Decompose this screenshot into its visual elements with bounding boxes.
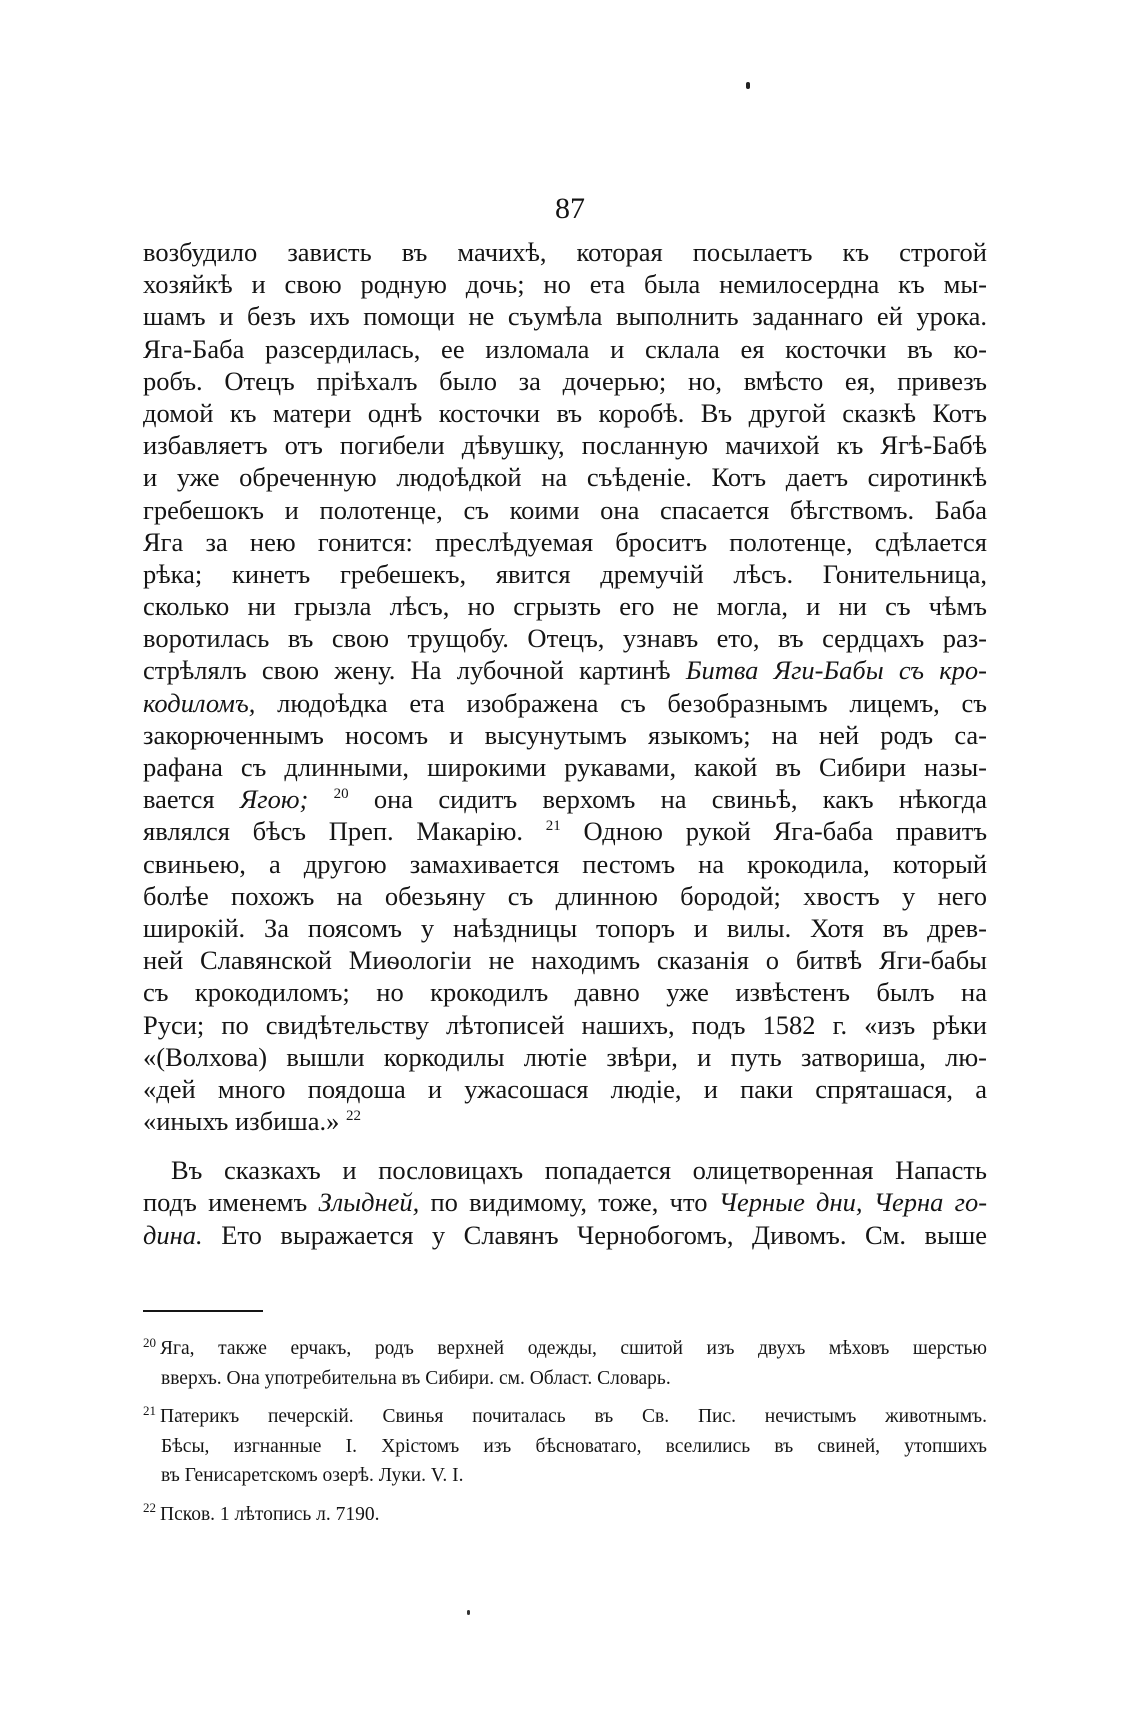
- text-line: ней Славянской Миѳологіи не находимъ сказанія о битвѣ Яги-бабы: [143, 945, 987, 976]
- text-line: [143, 1219, 987, 1251]
- footnote-number: 20: [143, 1334, 156, 1350]
- ink-speck: [467, 1610, 470, 1615]
- text-line: [143, 1105, 987, 1137]
- text-line: гребешокъ и полотенце, съ коими она спасается бѣгствомъ. Баба: [143, 494, 987, 525]
- text-segment: она сидитъ верхомъ на свиньѣ, какъ нѣкогда: [373, 784, 987, 815]
- text-line: [143, 1154, 987, 1186]
- text-segment: по видимому, тоже, что: [430, 1187, 708, 1218]
- footnote-divider: [143, 1310, 263, 1312]
- footnote-line: [143, 1500, 987, 1530]
- text-line: Яга за нею гонится: преслѣдуемая броситъ полотенце, сдѣлается: [143, 526, 987, 557]
- footnote-ref[interactable]: 22: [345, 1108, 361, 1125]
- text-line: Руси; по свидѣтельству лѣтописей нашихъ, подъ 1582 г. «изъ рѣки: [143, 1009, 987, 1040]
- text-line: рѣка; кинетъ гребешекъ, явится дремучій лѣсъ. Гонительница,: [143, 558, 987, 589]
- text-line: свиньею, а другою замахивается пестомъ на крокодила, который: [143, 848, 987, 879]
- text-line: широкій. За поясомъ у наѣздницы топоръ и вилы. Хотя въ древ-: [143, 912, 987, 943]
- text-segment: «иныхъ избиша.»: [143, 1106, 340, 1137]
- footnote-ref[interactable]: 21: [545, 818, 561, 835]
- ink-speck: [746, 82, 750, 89]
- footnotes: [143, 1334, 987, 1538]
- footnote-text: Патерикъ печерскій. Свинья почиталась въ Св. Пис. нечистымъ животнымъ.: [160, 1406, 987, 1427]
- text-line: избавляетъ отъ погибели дѣвушку, посланную мачихой къ Ягѣ-Бабѣ: [143, 430, 987, 461]
- footnote-number: 22: [143, 1500, 156, 1515]
- text-line: съ крокодиломъ; но крокодилъ давно уже извѣстенъ былъ на: [143, 977, 987, 1008]
- text-segment: Одною рукой Яга-баба правитъ: [583, 816, 988, 847]
- footnote-22: [143, 1500, 987, 1530]
- footnote-20: [143, 1334, 987, 1393]
- text-segment: подъ именемъ: [143, 1187, 308, 1218]
- text-line: [143, 654, 987, 686]
- text-line: [143, 687, 987, 719]
- footnote-line: [143, 1334, 987, 1364]
- italic-title: Битва Яги-Бабы съ кро-: [685, 655, 988, 686]
- text-line: рафана съ длинными, широкими рукавами, какой въ Сибири назы-: [143, 752, 987, 782]
- text-segment: стрѣлялъ свою жену. На лубочной картинѣ: [143, 655, 671, 686]
- text-line: болѣе похожъ на обезьяну съ длинною бородой; хвостъ у него: [143, 880, 987, 911]
- footnote-line: [143, 1402, 987, 1432]
- footnote-21: [143, 1402, 987, 1491]
- text-segment: являлся бѣсъ Преп. Макарію.: [143, 816, 523, 847]
- text-line: шамъ и безъ ихъ помощи не съумѣла выполнить заданнаго ей урока.: [143, 301, 987, 332]
- text-line: закорюченнымъ носомъ и высунутымъ языкомъ; на ней родъ са-: [143, 719, 987, 750]
- paragraph-gap: [143, 1137, 987, 1154]
- italic-word: дина.: [143, 1219, 203, 1250]
- footnote-number: 21: [143, 1402, 156, 1418]
- footnote-line: вверхъ. Она употребительна въ Сибири. см. Област. Словарь.: [161, 1367, 671, 1389]
- text-line: сколько ни грызла лѣсъ, но сгрызть его не могла, и ни съ чѣмъ: [143, 591, 987, 622]
- footnote-line: Бѣсы, изгнанные І. Хрістомъ изъ бѣсноватаго, вселились въ свиней, утопшихъ: [161, 1435, 987, 1457]
- italic-title: кодиломъ,: [143, 687, 256, 718]
- footnote-line: въ Генисаретскомъ озерѣ. Луки. V. I.: [161, 1465, 464, 1486]
- text-line: возбудило зависть въ мачихѣ, которая посылаетъ къ строгой: [143, 237, 987, 267]
- italic-word: Злыдней,: [318, 1187, 420, 1218]
- text-segment: Ето выражается у Славянъ Чернобогомъ, Дивомъ. См. выше: [221, 1219, 988, 1250]
- footnote-text: Псков. 1 лѣтопись л. 7190.: [160, 1503, 380, 1525]
- text-line: [143, 1186, 987, 1218]
- text-line: Яга-Баба разсердилась, ее изломала и склала ея косточки въ ко-: [143, 333, 987, 364]
- text-line: «дей много поядоша и ужасошася людіе, и паки спряташася, а: [143, 1073, 987, 1104]
- page-number: 87: [555, 192, 585, 225]
- text-line: робъ. Отецъ пріѣхалъ было за дочерью; но, вмѣсто ея, привезъ: [143, 365, 987, 396]
- italic-word: Ягою;: [239, 784, 309, 815]
- main-text: [143, 236, 987, 1251]
- footnote-ref[interactable]: 20: [333, 786, 349, 803]
- text-line: хозяйкѣ и свою родную дочь; но ета была немилосердна къ мы-: [143, 269, 987, 300]
- text-line: и уже обреченную людоѣдкой на съѣденіе. Котъ даетъ сиротинкѣ: [143, 462, 987, 493]
- text-line: домой къ матери однѣ косточки въ коробѣ. Въ другой сказкѣ Котъ: [143, 397, 987, 428]
- italic-phrase: Черные дни, Черна го-: [718, 1187, 988, 1218]
- text-line: [143, 815, 987, 847]
- footnote-text: Яга, также ерчакъ, родъ верхней одежды, сшитой изъ двухъ мѣховъ шерстью: [160, 1338, 987, 1359]
- text-segment: вается: [143, 784, 215, 815]
- text-line: воротилась въ свою трущобу. Отецъ, узнавъ ето, въ сердцахъ раз-: [143, 623, 987, 654]
- text-line: [143, 783, 987, 815]
- text-line: «(Волхова) вышли коркодилы лютіе звѣри, и путь затвориша, лю-: [143, 1041, 987, 1072]
- text-segment: Въ сказкахъ и пословицахъ попадается олицетворенная Напасть: [171, 1155, 987, 1186]
- text-segment: людоѣдка ета изображена съ безобразнымъ лицемъ, съ: [277, 687, 987, 718]
